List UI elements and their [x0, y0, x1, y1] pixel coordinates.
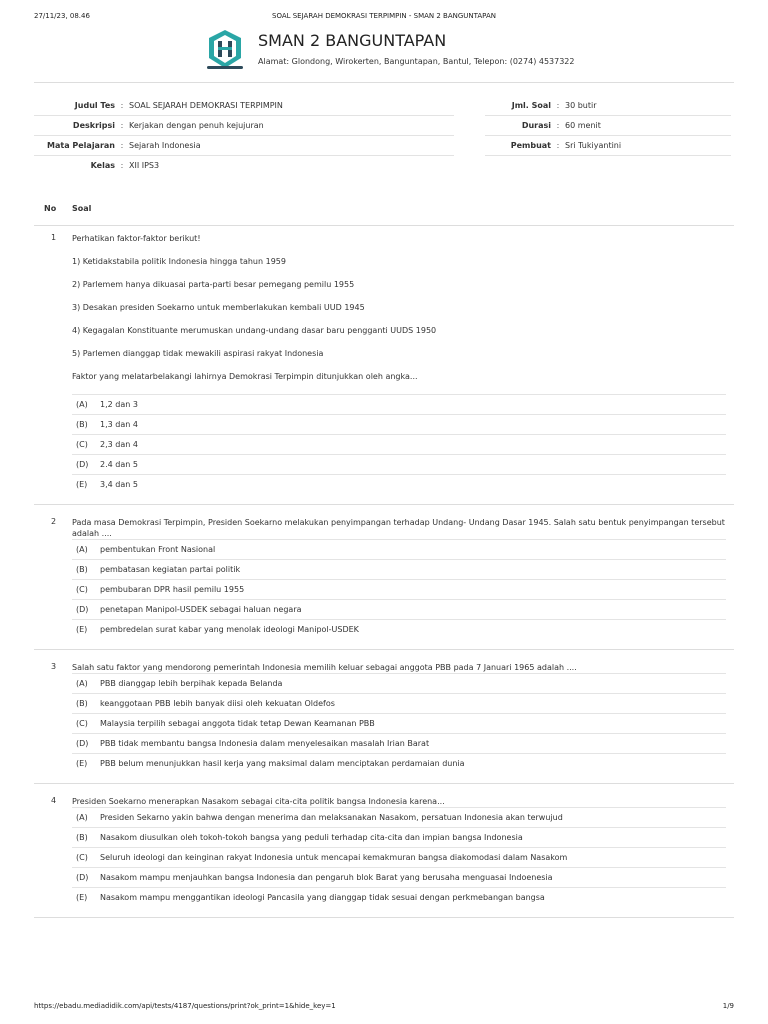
question-number: 4: [51, 796, 57, 805]
meta-row-mapel: Mata Pelajaran : Sejarah Indonesia: [34, 136, 454, 156]
option-label: (B): [76, 565, 88, 574]
question-stem-line: 3) Desakan presiden Soekarno untuk memberlakukan kembali UUD 1945: [72, 303, 365, 312]
meta-row-pembuat: Pembuat : Sri Tukiyantini: [485, 136, 731, 156]
option-label: (A): [76, 545, 88, 554]
option-label: (E): [76, 893, 88, 902]
meta-row-durasi: Durasi : 60 menit: [485, 116, 731, 136]
print-footer: [34, 1002, 734, 1010]
option-text: 1,2 dan 3: [100, 400, 138, 409]
option-label: (E): [76, 480, 88, 489]
meta-key: Durasi: [521, 121, 551, 130]
option-text: Nasakom mampu menggantikan ideologi Pancasila yang dianggap tidak sesuai dengan perkmebangan bangsa: [100, 893, 545, 902]
print-datetime: 27/11/23, 08.46: [34, 12, 90, 20]
meta-row-kelas: Kelas : XII IPS3: [34, 156, 454, 175]
answer-option: [72, 713, 726, 733]
header-divider: [34, 82, 734, 83]
answer-option: [72, 619, 726, 639]
question-stem-line: 4) Kegagalan Konstituante merumuskan undang-undang dasar baru pengganti UUDS 1950: [72, 326, 437, 335]
answer-option: [72, 807, 726, 827]
answer-option: [72, 454, 726, 474]
meta-value: Kerjakan dengan penuh kejujuran: [129, 121, 264, 130]
meta-row-judul: Judul Tes : SOAL SEJARAH DEMOKRASI TERPIMPIN: [34, 96, 454, 116]
option-label: (E): [76, 625, 88, 634]
question-stem-line: 5) Parlemen dianggap tidak mewakili aspirasi rakyat Indonesia: [72, 349, 324, 358]
option-label: (B): [76, 833, 88, 842]
question-stem-line: Presiden Soekarno menerapkan Nasakom sebagai cita-cita politik bangsa Indonesia karena...: [72, 797, 445, 806]
meta-key: Deskripsi: [72, 121, 115, 130]
option-text: Presiden Sekarno yakin bahwa dengan menerima dan melaksanakan Nasakom, persatuan Indonesia akan terwujud: [100, 813, 563, 822]
option-label: (C): [76, 853, 88, 862]
option-text: pembredelan surat kabar yang menolak ideologi Manipol-USDEK: [100, 625, 359, 634]
meta-key: Jml. Soal: [511, 101, 551, 110]
answer-option: [72, 867, 726, 887]
option-text: Malaysia terpilih sebagai anggota tidak tetap Dewan Keamanan PBB: [100, 719, 375, 728]
option-text: PBB tidak membantu bangsa Indonesia dalam menyelesaikan masalah Irian Barat: [100, 739, 430, 748]
answer-option: [72, 827, 726, 847]
option-label: (A): [76, 400, 88, 409]
question-table-header: [34, 200, 734, 221]
meta-key: Mata Pelajaran: [47, 141, 115, 150]
option-text: Seluruh ideologi dan keinginan rakyat Indonesia untuk mencapai kemakmuran bangsa diakomodasi dalam Nasakom: [100, 853, 568, 862]
option-text: 2,3 dan 4: [100, 440, 138, 449]
meta-row-jml-soal: Jml. Soal : 30 butir: [485, 96, 731, 116]
question-body: [72, 796, 726, 907]
option-text: Nasakom mampu menjauhkan bangsa Indonesia dan pengaruh blok Barat yang berusaha menguasai Indoenesia: [100, 873, 553, 882]
question-item: [34, 229, 734, 505]
option-label: (C): [76, 719, 88, 728]
question-stem-line: Perhatikan faktor-faktor berikut!: [72, 234, 201, 243]
print-header: [34, 12, 734, 22]
option-text: 1,3 dan 4: [100, 420, 138, 429]
answer-option: [72, 733, 726, 753]
school-name: SMAN 2 BANGUNTAPAN: [258, 31, 447, 50]
option-label: (B): [76, 699, 88, 708]
answer-option: [72, 434, 726, 454]
question-item: [34, 658, 734, 784]
meta-value: 60 menit: [565, 121, 601, 130]
answer-option: [72, 599, 726, 619]
meta-value: SOAL SEJARAH DEMOKRASI TERPIMPIN: [129, 101, 283, 110]
meta-row-deskripsi: Deskripsi : Kerjakan dengan penuh kejujuran: [34, 116, 454, 136]
question-item: [34, 792, 734, 918]
option-label: (C): [76, 440, 88, 449]
option-text: keanggotaan PBB lebih banyak diisi oleh kekuatan Oldefos: [100, 699, 335, 708]
answer-option: [72, 474, 726, 494]
question-stem-line: adalah ....: [72, 529, 112, 538]
print-title: SOAL SEJARAH DEMOKRASI TERPIMPIN - SMAN 2 BANGUNTAPAN: [272, 12, 496, 20]
option-label: (D): [76, 873, 89, 882]
meta-value: XII IPS3: [129, 161, 160, 170]
question-stem-line: Pada masa Demokrasi Terpimpin, Presiden Soekarno melakukan penyimpangan terhadap Undang- Undang Dasar 1945. Salah satu bentuk penyimpangan tersebut: [72, 518, 725, 527]
option-text: pembentukan Front Nasional: [100, 545, 216, 554]
answer-option: [72, 753, 726, 773]
question-number: 1: [51, 233, 57, 242]
meta-key: Judul Tes: [74, 101, 115, 110]
meta-value: Sejarah Indonesia: [129, 141, 201, 150]
answer-options: [72, 539, 726, 639]
meta-value: Sri Tukiyantini: [565, 141, 622, 150]
question-body: [72, 662, 726, 773]
meta-value: 30 butir: [565, 101, 597, 110]
answer-options: [72, 807, 726, 907]
option-text: pembubaran DPR hasil pemilu 1955: [100, 585, 245, 594]
column-header-soal: Soal: [72, 204, 92, 213]
question-number: 2: [51, 517, 57, 526]
school-logo-icon: [205, 28, 245, 72]
option-label: (A): [76, 679, 88, 688]
answer-option: [72, 579, 726, 599]
answer-option: [72, 847, 726, 867]
school-address: Alamat: Glondong, Wirokerten, Banguntapan, Bantul, Telepon: (0274) 4537322: [258, 57, 575, 66]
answer-option: [72, 559, 726, 579]
question-stem-line: 1) Ketidakstabila politik Indonesia hingga tahun 1959: [72, 257, 286, 266]
answer-option: [72, 414, 726, 434]
meta-key: Kelas: [90, 161, 115, 170]
option-label: (D): [76, 605, 89, 614]
option-text: 3,4 dan 5: [100, 480, 138, 489]
question-list: [34, 229, 734, 926]
test-info-left: [34, 96, 454, 175]
answer-option: [72, 693, 726, 713]
page-number: 1/9: [722, 1002, 734, 1010]
question-stem-line: 2) Parlemem hanya dikuasai parta-parti besar pemegang pemilu 1955: [72, 280, 355, 289]
option-label: (E): [76, 759, 88, 768]
answer-option: [72, 394, 726, 414]
print-url: https://ebadu.mediadidik.com/api/tests/4187/questions/print?ok_print=1&hide_key=1: [34, 1002, 336, 1010]
answer-option: [72, 887, 726, 907]
answer-option: [72, 539, 726, 559]
option-label: (D): [76, 460, 89, 469]
option-text: penetapan Manipol-USDEK sebagai haluan negara: [100, 605, 302, 614]
column-header-no: No: [44, 204, 57, 213]
answer-option: [72, 673, 726, 693]
option-text: PBB dianggap lebih berpihak kepada Belanda: [100, 679, 283, 688]
answer-options: [72, 394, 726, 494]
option-label: (D): [76, 739, 89, 748]
option-label: (C): [76, 585, 88, 594]
option-label: (B): [76, 420, 88, 429]
test-info-right: [485, 96, 731, 156]
meta-key: Pembuat: [510, 141, 551, 150]
option-text: PBB belum menunjukkan hasil kerja yang maksimal dalam menciptakan perdamaian dunia: [100, 759, 465, 768]
option-text: Nasakom diusulkan oleh tokoh-tokoh bangsa yang peduli terhadap cita-cita dan impian bangsa Indonesia: [100, 833, 523, 842]
question-number: 3: [51, 662, 57, 671]
option-text: pembatasan kegiatan partai politik: [100, 565, 241, 574]
option-text: 2.4 dan 5: [100, 460, 138, 469]
question-stem-line: Faktor yang melatarbelakangi lahirnya Demokrasi Terpimpin ditunjukkan oleh angka...: [72, 372, 418, 381]
question-body: [72, 233, 726, 494]
question-body: [72, 517, 726, 639]
question-item: [34, 513, 734, 650]
answer-options: [72, 673, 726, 773]
question-stem-line: Salah satu faktor yang mendorong pemerintah Indonesia memilih keluar sebagai anggota PBB pada 7 Januari 1965 adalah ....: [72, 663, 577, 672]
option-label: (A): [76, 813, 88, 822]
header-divider: [34, 225, 734, 226]
